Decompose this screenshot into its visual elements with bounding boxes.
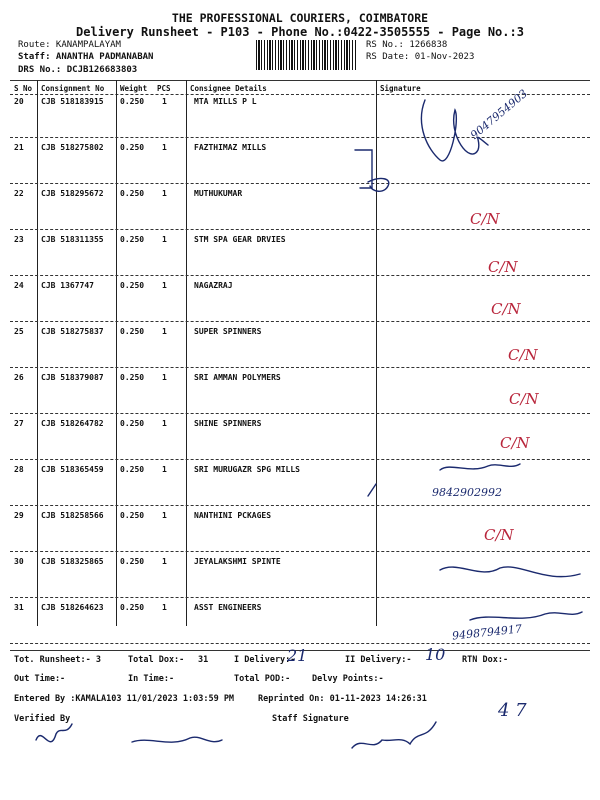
- drs-label: DRS No.: DCJB126683803: [18, 65, 138, 75]
- col-weight: Weight: [120, 84, 148, 93]
- cell-sno: 30: [14, 557, 24, 566]
- tot-runsheet: Tot. Runsheet:- 3: [14, 655, 101, 665]
- handwritten-cln: C/N: [508, 346, 538, 364]
- signature-scrawl-footer-staff: [352, 722, 436, 748]
- route-label: Route: KANAMPALAYAM: [18, 40, 121, 50]
- handwritten-cln: C/N: [500, 434, 530, 452]
- cell-weight: 0.250: [120, 143, 145, 152]
- total-dox-value: 31: [198, 655, 209, 665]
- cell-sno: 25: [14, 327, 24, 336]
- total-dox-label: Total Dox:-: [128, 655, 185, 665]
- cell-weight: 0.250: [120, 419, 145, 428]
- signature-scrawl-footer-left: [36, 724, 72, 742]
- cell-sno: 28: [14, 465, 24, 474]
- cell-consignee: NAGAZRAJ: [194, 281, 233, 290]
- cell-sno: 24: [14, 281, 24, 290]
- reprinted-on: Reprinted On: 01-11-2023 14:26:31: [258, 694, 427, 704]
- cell-consignee: ASST ENGINEERS: [194, 603, 262, 612]
- cell-sno: 31: [14, 603, 24, 612]
- handwritten-cln: C/N: [488, 258, 518, 276]
- cell-weight: 0.250: [120, 465, 145, 474]
- cell-pcs: 1: [162, 189, 167, 198]
- cell-pcs: 1: [162, 511, 167, 520]
- cell-consignee: STM SPA GEAR DRVIES: [194, 235, 286, 244]
- cell-pcs: 1: [162, 465, 167, 474]
- cell-consignee: SRI AMMAN POLYMERS: [194, 373, 281, 382]
- rtn-dox-label: RTN Dox:-: [462, 655, 509, 665]
- handwritten-i-delivery: 21: [287, 646, 308, 665]
- out-time-label: Out Time:-: [14, 674, 66, 684]
- cell-consignment: CJB 518264782: [41, 419, 104, 428]
- entered-by: Entered By :KAMALA103 11/01/2023 1:03:59 PM: [14, 694, 235, 704]
- cell-pcs: 1: [162, 327, 167, 336]
- cell-sno: 29: [14, 511, 24, 520]
- col-signature: Signature: [380, 84, 421, 93]
- cell-consignee: SRI MURUGAZR SPG MILLS: [194, 465, 300, 474]
- company-title: THE PROFESSIONAL COURIERS, COIMBATORE: [171, 11, 429, 25]
- staff-label: Staff: ANANTHA PADMANABAN: [18, 52, 154, 62]
- handwritten-phone-row28: 9842902992: [432, 486, 502, 499]
- cell-sno: 21: [14, 143, 24, 152]
- cell-consignment: CJB 518275837: [41, 327, 104, 336]
- cell-weight: 0.250: [120, 327, 145, 336]
- handwritten-ii-delivery: 10: [425, 645, 446, 664]
- cell-weight: 0.250: [120, 189, 145, 198]
- handwritten-phone-row31: 9498794917: [451, 622, 523, 643]
- cell-pcs: 1: [162, 603, 167, 612]
- col-consignment: Consignment No: [41, 84, 105, 93]
- cell-consignee: JEYALAKSHMI SPINTE: [194, 557, 281, 566]
- signature-scrawl-row30: [440, 567, 580, 577]
- cell-sno: 23: [14, 235, 24, 244]
- cell-weight: 0.250: [120, 373, 145, 382]
- ii-delivery-label: II Delivery:-: [345, 655, 412, 665]
- col-sno: S No: [14, 84, 33, 93]
- rs-number: RS No.: 1266838: [366, 40, 448, 50]
- cell-consignee: MUTHUKUMAR: [194, 189, 243, 198]
- line-mark-row28: [368, 484, 376, 496]
- signature-scrawl-row28: [440, 464, 520, 470]
- rs-date: RS Date: 01-Nov-2023: [366, 52, 475, 62]
- cell-sno: 22: [14, 189, 24, 198]
- cell-weight: 0.250: [120, 603, 145, 612]
- cell-consignee: SUPER SPINNERS: [194, 327, 262, 336]
- cell-consignee: MTA MILLS P L: [194, 97, 257, 106]
- delvy-points-label: Delvy Points:-: [312, 674, 384, 684]
- handwritten-cln: C/N: [484, 526, 514, 544]
- runsheet-subtitle: Delivery Runsheet - P103 - Phone No.:0422-3505555 - Page No.:3: [76, 25, 524, 39]
- cell-pcs: 1: [162, 419, 167, 428]
- signature-scrawl-footer-mid: [132, 737, 222, 742]
- staff-signature-label: Staff Signature: [272, 714, 349, 724]
- cell-pcs: 1: [162, 143, 167, 152]
- cell-sno: 27: [14, 419, 24, 428]
- signature-scrawl-row31: [470, 612, 582, 620]
- cell-consignment: CJB 518258566: [41, 511, 104, 520]
- cell-consignment: CJB 518379087: [41, 373, 104, 382]
- cell-pcs: 1: [162, 281, 167, 290]
- cell-sno: 26: [14, 373, 24, 382]
- cell-weight: 0.250: [120, 97, 145, 106]
- cell-consignee: SHINE SPINNERS: [194, 419, 262, 428]
- cell-consignment: CJB 518311355: [41, 235, 104, 244]
- col-pcs: PCS: [157, 84, 171, 93]
- cell-consignee: NANTHINI PCKAGES: [194, 511, 272, 520]
- cell-consignment: CJB 518325865: [41, 557, 104, 566]
- cell-pcs: 1: [162, 373, 167, 382]
- total-pod-label: Total POD:-: [234, 674, 291, 684]
- handwritten-sign-right: 4 7: [498, 700, 527, 721]
- cell-weight: 0.250: [120, 235, 145, 244]
- handwritten-cln: C/N: [491, 300, 521, 318]
- cell-consignment: CJB 1367747: [41, 281, 94, 290]
- cell-consignment: CJB 518264623: [41, 603, 104, 612]
- cell-pcs: 1: [162, 557, 167, 566]
- cell-consignment: CJB 518295672: [41, 189, 104, 198]
- cell-consignment: CJB 518183915: [41, 97, 104, 106]
- cell-sno: 20: [14, 97, 24, 106]
- cell-weight: 0.250: [120, 281, 145, 290]
- handwritten-phone-row20: 9047954903: [468, 87, 530, 142]
- cell-pcs: 1: [162, 235, 167, 244]
- handwritten-cln: C/N: [470, 210, 500, 228]
- i-delivery-label: I Delivery:-: [234, 655, 296, 665]
- cell-consignment: CJB 518365459: [41, 465, 104, 474]
- col-consignee: Consignee Details: [190, 84, 267, 93]
- handwritten-cln: C/N: [509, 390, 539, 408]
- cell-consignment: CJB 518275802: [41, 143, 104, 152]
- in-time-label: In Time:-: [128, 674, 175, 684]
- cell-pcs: 1: [162, 97, 167, 106]
- cell-weight: 0.250: [120, 511, 145, 520]
- bracket-mark-row21: [355, 150, 389, 191]
- cell-consignee: FAZTHIMAZ MILLS: [194, 143, 267, 152]
- cell-weight: 0.250: [120, 557, 145, 566]
- verified-by-label: Verified By: [14, 714, 71, 724]
